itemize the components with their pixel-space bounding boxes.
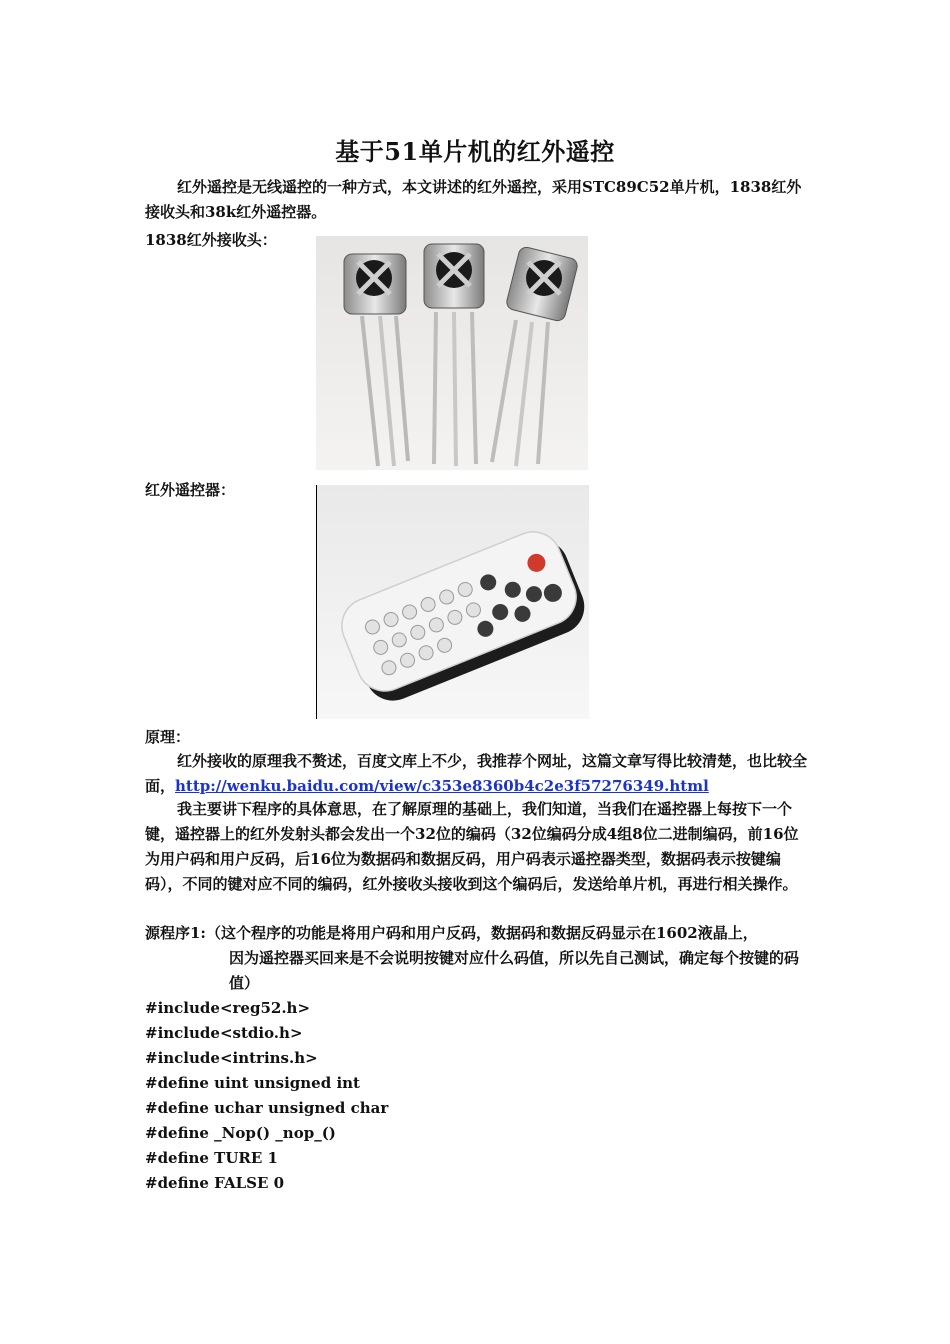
source-note-first: （这个程序的功能是将用户码和用户反码，数据码和数据反码显示在1602液晶上， [205,924,758,942]
code-line: #define uchar unsigned char [145,1099,389,1117]
principle-text: 红外接收的原理我不赘述，百度文库上不少，我推荐个网址，这篇文章写得比较清楚，也比较全面， [145,752,808,795]
ir-remote-illustration [317,485,589,719]
wenku-link[interactable]: http://wenku.baidu.com/view/c353e8360b4c2e3f57276349.html [175,777,709,795]
code-line: #define uint unsigned int [145,1074,360,1092]
ir-remote-photo [316,485,589,719]
principle-paragraph [145,749,810,799]
document-title: 基于51单片机的红外遥控 [335,137,615,166]
ir-receiver-illustration [316,236,588,470]
code-block [145,996,388,1196]
code-line: #define _Nop() _nop_() [145,1124,336,1142]
code-line: #define TURE 1 [145,1149,278,1167]
source-label: 源程序1: [145,924,206,942]
code-line: #include<stdio.h> [145,1024,303,1042]
code-line: #include<intrins.h> [145,1049,318,1067]
source-header [145,921,810,996]
source-note-continued: 因为遥控器买回来是不会说明按键对应什么码值，所以先自己测试，确定每个按键的码值） [229,949,800,992]
code-line: #include<reg52.h> [145,999,311,1017]
explain-paragraph: 我主要讲下程序的具体意思，在了解原理的基础上，我们知道，当我们在遥控器上每按下一个键，遥控器上的红外发射头都会发出一个32位的编码（32位编码分成4组8位二进制编码，前16位为用户码和用户反码，后16位为数据码和数据反码，用户码表示遥控器类型，数据码表示按键编码），不同的键对应不同的编码，红外接收头接收到这个编码后，发送给单片机，再进行相关操作。 [145,800,799,893]
principle-label: 原理： [145,728,191,746]
remote-label: 红外遥控器： [145,481,236,499]
intro-paragraph: 红外遥控是无线遥控的一种方式，本文讲述的红外遥控，采用STC89C52单片机，1838红外接收头和38k红外遥控器。 [145,178,802,221]
receiver-label: 1838红外接收头： [145,231,277,249]
ir-receiver-photo [316,236,588,470]
code-line: #define FALSE 0 [145,1174,285,1192]
